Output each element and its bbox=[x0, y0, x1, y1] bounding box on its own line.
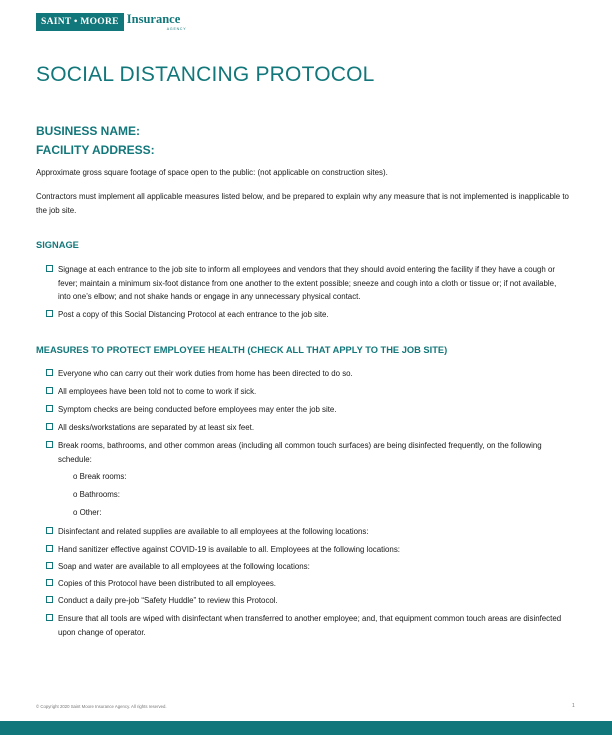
checkbox[interactable] bbox=[46, 596, 53, 603]
measure-item-text: Soap and water are available to all employees at the following locations: bbox=[58, 562, 310, 571]
measure-item-text: Disinfectant and related supplies are available to all employees at the following locations: bbox=[58, 527, 369, 536]
signage-item-text: Signage at each entrance to the job site to inform all employees and vendors that they should avoid entering the facility if they have a cough or fever; maintain a minimum six-foot distance from one another to the extent possible; sneeze and cough into a cloth or tissue or; if not available, into one’s elbow; and not shake hands or engage in any unnecessary physical contact. bbox=[58, 265, 557, 301]
intro-contractors: Contractors must implement all applicable measures listed below, and be prepared to explain why any measure that is not implemented is inapplicable to the job site. bbox=[36, 192, 569, 215]
checkbox[interactable] bbox=[46, 310, 53, 317]
logo-brand-box: SAINT • MOORE bbox=[36, 13, 124, 31]
measure-item bbox=[46, 385, 566, 399]
measure-item-text: All employees have been told not to come to work if sick. bbox=[58, 387, 257, 396]
measure-item-text: Hand sanitizer effective against COVID-19 is available to all. Employees at the following locations: bbox=[58, 545, 400, 554]
checkbox[interactable] bbox=[46, 405, 53, 412]
checkbox[interactable] bbox=[46, 423, 53, 430]
measure-item-text: Symptom checks are being conducted before employees may enter the job site. bbox=[58, 405, 337, 414]
measure-item-text: All desks/workstations are separated by at least six feet. bbox=[58, 423, 255, 432]
logo-sub: AGENCY bbox=[166, 27, 187, 31]
checkbox[interactable] bbox=[46, 387, 53, 394]
measure-item bbox=[46, 543, 566, 557]
footer-copyright: © Copyright 2020 Saint Moore Insurance Agency. All rights reserved. bbox=[36, 704, 167, 709]
checkbox[interactable] bbox=[46, 579, 53, 586]
measure-item-text: Ensure that all tools are wiped with disinfectant when transferred to another employee; and, that equipment common touch areas are disinfected upon change of operator. bbox=[58, 614, 562, 637]
measure-item bbox=[46, 421, 566, 435]
logo-wordmark bbox=[127, 13, 187, 31]
bottom-accent-bar bbox=[0, 721, 612, 735]
document-title: SOCIAL DISTANCING PROTOCOL bbox=[36, 63, 375, 86]
signage-heading: SIGNAGE bbox=[36, 240, 79, 250]
company-logo bbox=[36, 13, 186, 35]
facility-address-label: FACILITY ADDRESS: bbox=[36, 143, 155, 157]
signage-item bbox=[46, 263, 566, 304]
checkbox[interactable] bbox=[46, 265, 53, 272]
measure-item bbox=[46, 612, 566, 639]
signage-item bbox=[46, 308, 566, 322]
business-name-label: BUSINESS NAME: bbox=[36, 124, 141, 138]
measure-item bbox=[46, 403, 566, 417]
measure-item-text: Conduct a daily pre-job “Safety Huddle” to review this Protocol. bbox=[58, 596, 278, 605]
measure-item bbox=[46, 577, 566, 591]
checkbox[interactable] bbox=[46, 614, 53, 621]
measure-item bbox=[46, 367, 566, 381]
measure-item bbox=[46, 560, 566, 574]
page-number: 1 bbox=[572, 703, 575, 709]
schedule-other: o Other: bbox=[73, 508, 102, 517]
measure-item-text: Copies of this Protocol have been distributed to all employees. bbox=[58, 579, 276, 588]
measure-item-text: Everyone who can carry out their work duties from home has been directed to do so. bbox=[58, 369, 353, 378]
schedule-break-rooms: o Break rooms: bbox=[73, 472, 127, 481]
measure-item bbox=[46, 439, 566, 466]
measures-heading: MEASURES TO PROTECT EMPLOYEE HEALTH (CHECK ALL THAT APPLY TO THE JOB SITE) bbox=[36, 345, 448, 355]
logo-word: Insurance bbox=[126, 12, 181, 26]
checkbox[interactable] bbox=[46, 441, 53, 448]
checkbox[interactable] bbox=[46, 545, 53, 552]
schedule-bathrooms: o Bathrooms: bbox=[73, 490, 120, 499]
intro-square-footage: Approximate gross square footage of space open to the public: (not applicable on construction sites). bbox=[36, 168, 388, 177]
checkbox[interactable] bbox=[46, 562, 53, 569]
checkbox[interactable] bbox=[46, 369, 53, 376]
measure-item-text: Break rooms, bathrooms, and other common areas (including all common touch surfaces) are being disinfected frequently, on the following schedule: bbox=[58, 441, 542, 464]
measure-item bbox=[46, 525, 566, 539]
measure-item bbox=[46, 594, 566, 608]
checkbox[interactable] bbox=[46, 527, 53, 534]
signage-item-text: Post a copy of this Social Distancing Protocol at each entrance to the job site. bbox=[58, 310, 329, 319]
